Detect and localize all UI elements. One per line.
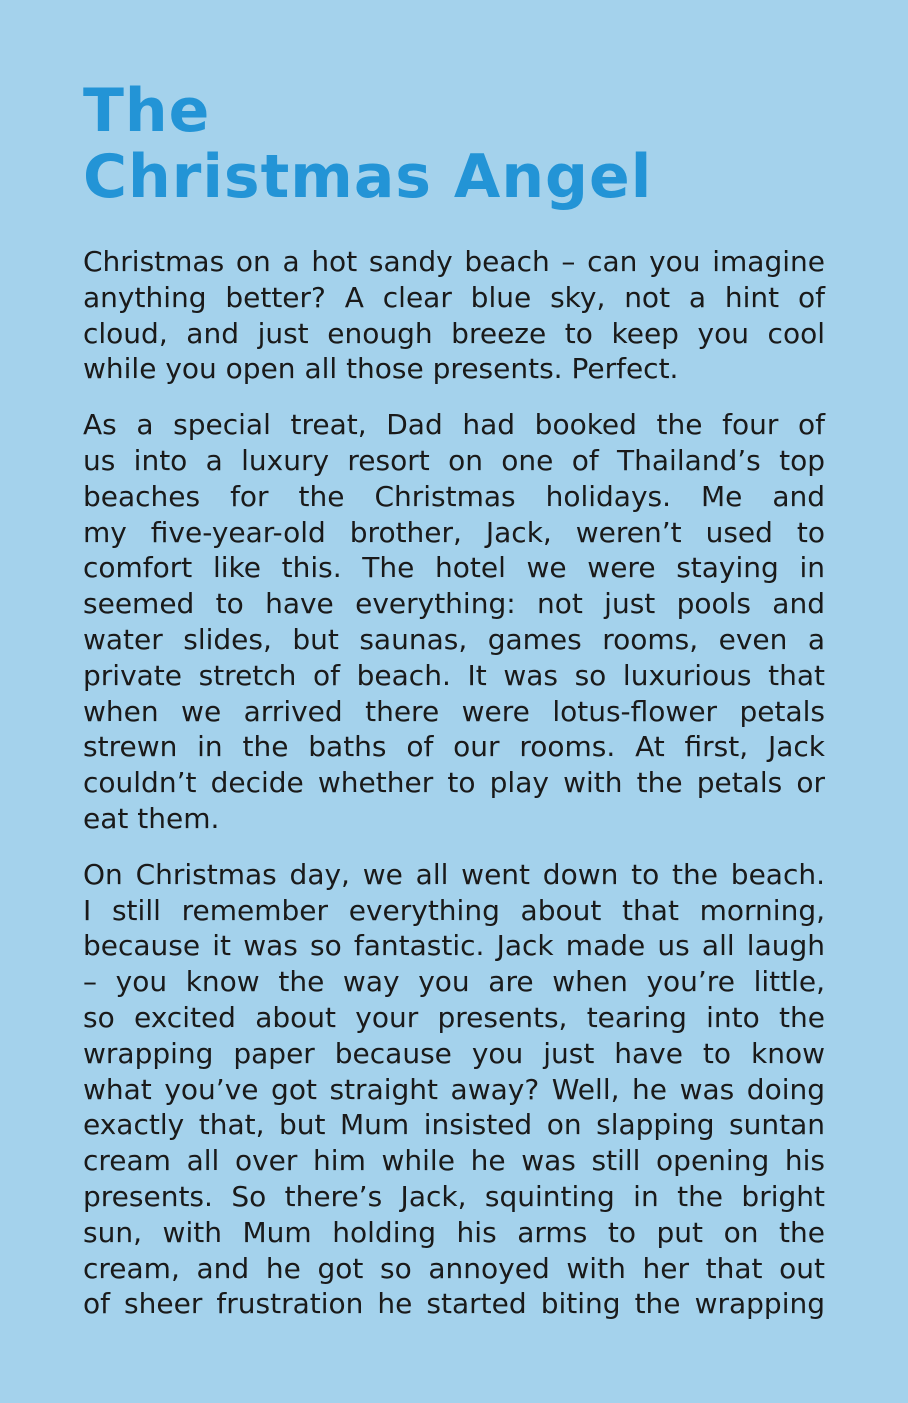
text-line: exactly that, but Mum insisted on slapping suntan — [83, 1108, 825, 1142]
story-title-line-2: Christmas Angel — [83, 142, 653, 212]
story-title-line-1: The — [83, 76, 211, 146]
text-line: sun, with Mum holding his arms to put on the — [83, 1215, 825, 1249]
text-line: cream, and he got so annoyed with her that out — [83, 1251, 825, 1285]
text-line: private stretch of beach. It was so luxurious that — [83, 658, 825, 692]
paragraph-1 — [83, 244, 825, 387]
text-line: Christmas on a hot sandy beach – can you imagine — [83, 245, 825, 278]
text-line: As a special treat, Dad had booked the four of — [83, 408, 825, 442]
text-line: presents. So there’s Jack, squinting in the bright — [83, 1179, 825, 1213]
text-line: what you’ve got straight away? Well, he was doing — [83, 1072, 825, 1106]
story-body — [83, 244, 825, 1322]
text-line: of sheer frustration he started biting the wrapping — [83, 1287, 825, 1321]
text-line: when we arrived there were lotus-flower petals — [83, 694, 825, 728]
text-line: because it was so fantastic. Jack made us all laugh — [83, 929, 825, 963]
text-line: eat them. — [83, 801, 220, 835]
paragraph-2 — [83, 407, 825, 837]
text-line: seemed to have everything: not just pools and — [83, 587, 825, 621]
text-line: strewn in the baths of our rooms. At first, Jack — [83, 730, 825, 764]
text-line: us into a luxury resort on one of Thailand’s top — [83, 443, 825, 477]
text-line: – you know the way you are when you’re little, — [83, 965, 825, 999]
text-line: while you open all those presents. Perfect. — [83, 352, 679, 386]
text-line: comfort like this. The hotel we were staying in — [83, 551, 825, 585]
text-line: cream all over him while he was still opening his — [83, 1144, 825, 1178]
text-line: cloud, and just enough breeze to keep you cool — [83, 316, 825, 350]
text-line: I still remember everything about that morning, — [83, 893, 825, 927]
text-line: beaches for the Christmas holidays. Me and — [83, 479, 825, 513]
text-line: anything better? A clear blue sky, not a hint of — [83, 280, 825, 314]
text-line: wrapping paper because you just have to know — [83, 1036, 825, 1070]
text-line: couldn’t decide whether to play with the petals or — [83, 766, 825, 800]
text-line: On Christmas day, we all went down to the beach. — [83, 857, 825, 891]
paragraph-3 — [83, 857, 825, 1322]
text-line: my five-year-old brother, Jack, weren’t used to — [83, 515, 825, 549]
text-line: water slides, but saunas, games rooms, even a — [83, 622, 825, 656]
text-line: so excited about your presents, tearing into the — [83, 1000, 825, 1034]
story-title — [83, 78, 825, 210]
